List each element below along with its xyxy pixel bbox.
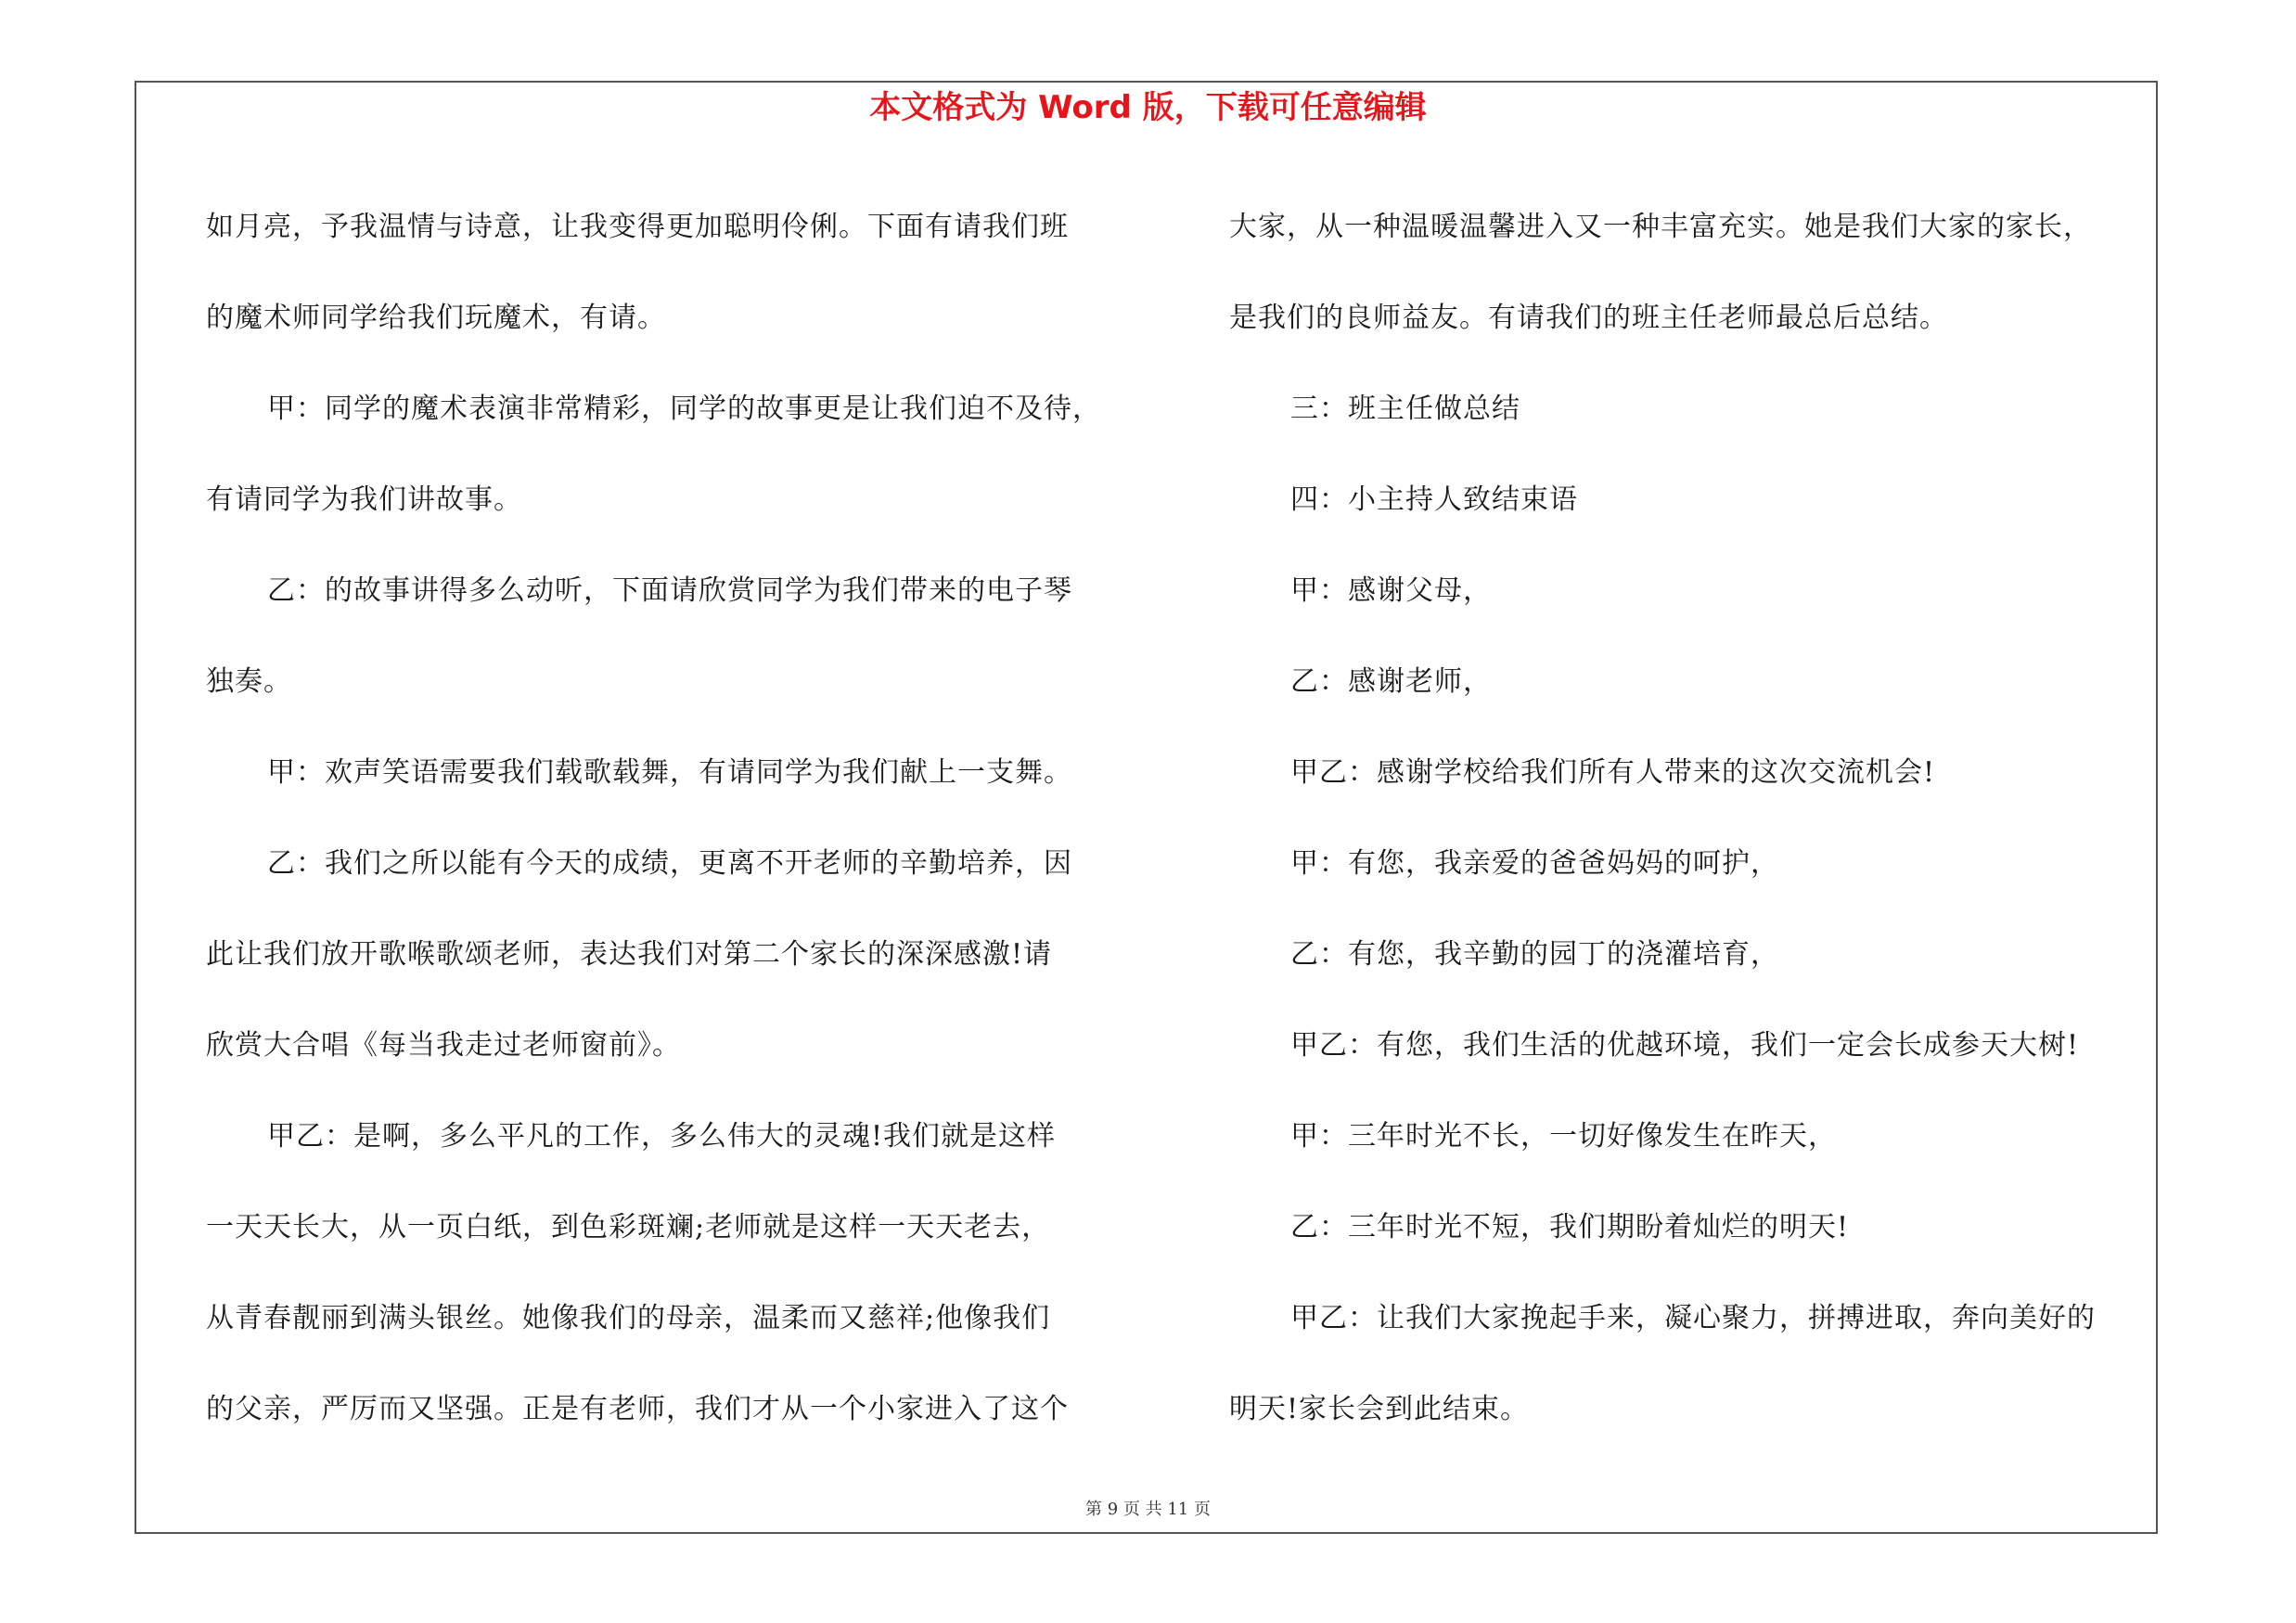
right-paragraph-line: 甲：感谢父母， [1290,574,1492,607]
left-paragraph-line: 一天天长大，从一页白纸，到色彩斑斓;老师就是这样一天天老去， [206,1211,1051,1243]
left-column [206,182,1143,1455]
right-paragraph-line: 甲乙：让我们大家挽起手来，凝心聚力，拼搏进取，奔向美好的 [1290,1302,2096,1334]
right-paragraph-line: 三：班主任做总结 [1290,393,1520,425]
left-paragraph-line: 欣赏大合唱《每当我走过老师窗前》。 [206,1029,681,1062]
right-paragraph-line: 明天!家长会到此结束。 [1229,1393,1530,1425]
right-paragraph-line: 四：小主持人致结束语 [1290,483,1578,516]
right-paragraph-line: 甲：有您，我亲爱的爸爸妈妈的呵护， [1290,847,1779,880]
left-paragraph-line: 如月亮，予我温情与诗意，让我变得更加聪明伶俐。下面有请我们班 [206,211,1069,243]
left-paragraph-line: 的父亲，严厉而又坚强。正是有老师，我们才从一个小家进入了这个 [206,1393,1069,1425]
left-paragraph-line: 有请同学为我们讲故事。 [206,483,522,516]
header-banner: 本文格式为 Word 版，下载可任意编辑 [869,89,1427,126]
left-paragraph-line: 甲乙：是啊，多么平凡的工作，多么伟大的灵魂!我们就是这样 [267,1120,1057,1153]
right-column [1229,182,2166,1455]
left-paragraph-line: 此让我们放开歌喉歌颂老师，表达我们对第二个家长的深深感激!请 [206,938,1053,971]
left-paragraph-line: 独奏。 [206,665,292,698]
left-paragraph-line: 从青春靓丽到满头银丝。她像我们的母亲，温柔而又慈祥;他像我们 [206,1302,1051,1334]
right-paragraph-line: 大家，从一种温暖温馨进入又一种丰富充实。她是我们大家的家长， [1229,211,2092,243]
right-paragraph-line: 乙：三年时光不短，我们期盼着灿烂的明天! [1290,1211,1850,1243]
left-paragraph-line: 乙：我们之所以能有今天的成绩，更离不开老师的辛勤培养，因 [267,847,1072,880]
left-paragraph-line: 甲：同学的魔术表演非常精彩，同学的故事更是让我们迫不及待， [267,393,1101,425]
left-paragraph-line: 甲：欢声笑语需要我们载歌载舞，有请同学为我们献上一支舞。 [267,756,1072,789]
page-number-footer: 第 9 页 共 11 页 [1085,1500,1211,1519]
right-paragraph-line: 乙：有您，我辛勤的园丁的浇灌培育， [1290,938,1779,971]
right-paragraph-line: 甲乙：感谢学校给我们所有人带来的这次交流机会! [1290,756,1936,789]
right-paragraph-line: 甲乙：有您，我们生活的优越环境，我们一定会长成参天大树! [1290,1029,2080,1062]
left-paragraph-line: 的魔术师同学给我们玩魔术，有请。 [206,302,666,334]
left-paragraph-line: 乙：的故事讲得多么动听，下面请欣赏同学为我们带来的电子琴 [267,574,1072,607]
right-paragraph-line: 是我们的良师益友。有请我们的班主任老师最总后总结。 [1229,302,1948,334]
right-paragraph-line: 乙：感谢老师， [1290,665,1492,698]
right-paragraph-line: 甲：三年时光不长，一切好像发生在昨天， [1290,1120,1837,1153]
